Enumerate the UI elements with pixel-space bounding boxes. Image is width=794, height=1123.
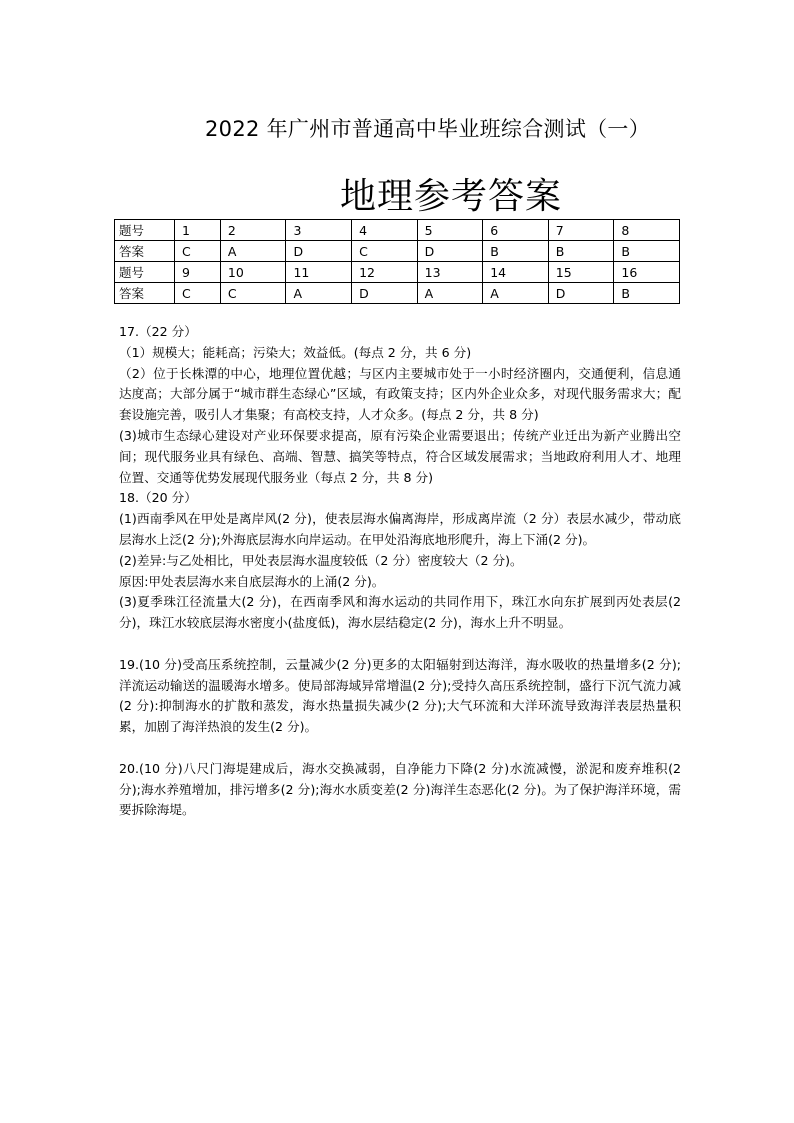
- table-cell: C: [220, 283, 286, 304]
- q18-part2-reason: 原因:甲处表层海水来自底层海水的上涌(2 分)。: [119, 573, 385, 589]
- table-cell: B: [614, 241, 680, 262]
- row-label: 答案: [115, 283, 175, 304]
- table-cell: A: [417, 283, 483, 304]
- answer-body: [119, 322, 681, 821]
- table-cell: 1: [175, 220, 221, 241]
- table-cell: 6: [483, 220, 549, 241]
- row-label: 题号: [115, 220, 175, 241]
- table-row: [115, 262, 680, 283]
- q18-part1: (1)西南季风在甲处是离岸风(2 分)，使表层海水偏离海岸，形成离岸流（2 分）表层水减少，带动底层海水上泛(2 分);外海底层海水向岸运动。在甲处沿海底地形爬升，海上下涌(2 分)。: [119, 511, 681, 547]
- table-cell: 16: [614, 262, 680, 283]
- table-cell: 5: [417, 220, 483, 241]
- table-cell: D: [548, 283, 614, 304]
- q18-part3: (3)夏季珠江径流量大(2 分)，在西南季风和海水运动的共同作用下，珠江水向东扩展到丙处表层(2 分)，珠江水较底层海水密度小(盐度低)，海水层结稳定(2 分)，海水上升不明显。: [119, 594, 681, 631]
- q20-answer: 20.(10 分)八尺门海堤建成后，海水交换减弱，自净能力下降(2 分)水流减慢，淤泥和废弃堆积(2 分);海水养殖增加，排污增多(2 分);海水水质变差(2 分)海洋生态恶化(2 分)。为了保护海洋环境，需要拆除海堤。: [119, 760, 681, 818]
- table-cell: 3: [286, 220, 352, 241]
- table-cell: B: [483, 241, 549, 262]
- table-cell: 9: [175, 262, 221, 283]
- table-cell: D: [286, 241, 352, 262]
- q18-heading: 18.（20 分）: [119, 490, 197, 506]
- table-row: [115, 283, 680, 304]
- table-cell: 14: [483, 262, 549, 283]
- table-cell: C: [175, 283, 221, 304]
- q17-heading: 17.（22 分）: [119, 324, 197, 339]
- row-label: 答案: [115, 241, 175, 262]
- table-cell: 8: [614, 220, 680, 241]
- table-cell: 12: [352, 262, 418, 283]
- table-cell: B: [548, 241, 614, 262]
- table-row: [115, 220, 680, 241]
- table-cell: 4: [352, 220, 418, 241]
- table-cell: 10: [220, 262, 286, 283]
- table-row: [115, 241, 680, 262]
- q17-part1: （1）规模大；能耗高；污染大；效益低。(每点 2 分，共 6 分): [119, 344, 472, 360]
- q17-part2: （2）位于长株潭的中心，地理位置优越；与区内主要城市处于一小时经济圈内，交通便利，信息通达度高；大部分属于“城市群生态绿心”区域，有政策支持；区内外企业众多，对现代服务需求大；配套设施完善，吸引人才集聚；有高校支持，人才众多。(每点 2 分，共 8 分): [119, 365, 681, 423]
- table-cell: 7: [548, 220, 614, 241]
- table-cell: 11: [286, 262, 352, 283]
- table-cell: D: [417, 241, 483, 262]
- table-cell: A: [286, 283, 352, 304]
- row-label: 题号: [115, 262, 175, 283]
- table-cell: A: [483, 283, 549, 304]
- q17-part3: (3)城市生态绿心建设对产业环保要求提高，原有污染企业需要退出；传统产业迁出为新产业腾出空间；现代服务业具有绿色、高端、智慧、搞笑等特点，符合区域发展需求；当地政府利用人才、地理位置、交通等优势发展现代服务业（每点 2 分，共 8 分): [119, 427, 681, 485]
- answer-table: [114, 219, 680, 304]
- table-cell: 15: [548, 262, 614, 283]
- q18-part2: (2)差异:与乙处相比，甲处表层海水温度较低（2 分）密度较大（2 分)。: [119, 552, 523, 568]
- table-cell: 13: [417, 262, 483, 283]
- table-cell: 2: [220, 220, 286, 241]
- q19-answer: 19.(10 分)受高压系统控制，云量减少(2 分)更多的太阳辐射到达海洋，海水吸收的热量增多(2 分);洋流运动输送的温暖海水增多。使局部海域异常增温(2 分);受持久高压系统控制，盛行下沉气流力减(2 分):抑制海水的扩散和蒸发，海水热量损失减少(2 分);大气环流和大洋环流导致海洋表层热量积累，加剧了海洋热浪的发生(2 分)。: [119, 656, 681, 735]
- table-cell: C: [175, 241, 221, 262]
- document-subtitle: 地理参考答案: [340, 176, 563, 217]
- table-cell: A: [220, 241, 286, 262]
- document-title: 2022 年广州市普通高中毕业班综合测试（一）: [205, 117, 651, 141]
- table-cell: C: [352, 241, 418, 262]
- table-cell: D: [352, 283, 418, 304]
- table-cell: B: [614, 283, 680, 304]
